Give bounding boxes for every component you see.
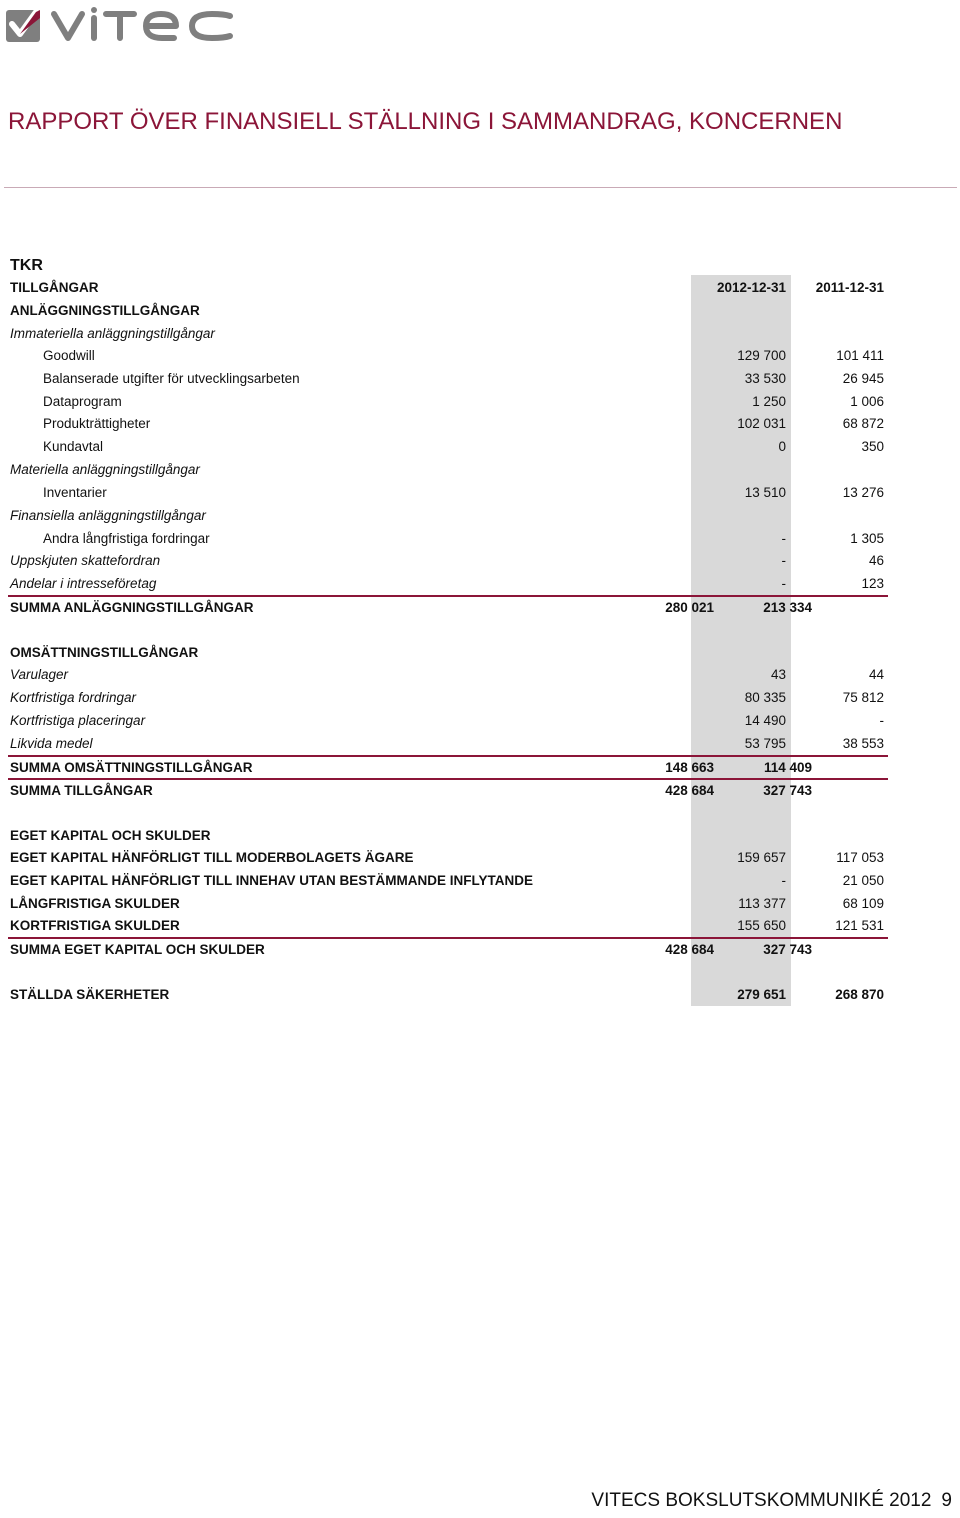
value-2011: 123 bbox=[861, 576, 884, 591]
value-2011: 44 bbox=[868, 667, 884, 682]
value-2011: 350 bbox=[861, 439, 884, 454]
value-2012: - bbox=[781, 576, 786, 591]
table-row bbox=[0, 528, 960, 550]
value-2012: 14 490 bbox=[744, 713, 786, 728]
value-2011: 101 411 bbox=[836, 348, 884, 363]
value-2011: 117 053 bbox=[836, 850, 884, 865]
row-label: Dataprogram bbox=[43, 394, 122, 409]
value-2011: 13 276 bbox=[842, 485, 884, 500]
value-2012: - bbox=[781, 553, 786, 568]
section-assets-label: TILLGÅNGAR bbox=[10, 280, 99, 295]
value-2011: 68 109 bbox=[842, 896, 884, 911]
page-footer bbox=[591, 1490, 952, 1512]
table-row bbox=[0, 482, 960, 504]
value-2012: 428 684 bbox=[665, 783, 714, 798]
value-2012: 80 335 bbox=[744, 690, 786, 705]
table-row bbox=[0, 391, 960, 413]
row-label: STÄLLDA SÄKERHETER bbox=[10, 987, 170, 1002]
table-row bbox=[0, 436, 960, 458]
row-label: Materiella anläggningstillgångar bbox=[10, 462, 200, 477]
row-label: KORTFRISTIGA SKULDER bbox=[10, 918, 180, 933]
value-2012: 13 510 bbox=[744, 485, 786, 500]
table-row bbox=[0, 345, 960, 367]
row-label: SUMMA ANLÄGGNINGSTILLGÅNGAR bbox=[10, 600, 254, 615]
value-2011: 114 409 bbox=[763, 760, 812, 775]
value-2011: 268 870 bbox=[835, 987, 884, 1002]
value-2011: 38 553 bbox=[842, 736, 884, 751]
row-label: Varulager bbox=[10, 667, 69, 682]
value-2012: 102 031 bbox=[737, 416, 786, 431]
row-label: LÅNGFRISTIGA SKULDER bbox=[10, 896, 180, 911]
row-label: Likvida medel bbox=[10, 736, 93, 751]
value-2011: - bbox=[879, 713, 884, 728]
table-row bbox=[0, 870, 960, 892]
row-label: EGET KAPITAL HÄNFÖRLIGT TILL MODERBOLAGETS ÄGARE bbox=[10, 850, 414, 865]
table-row bbox=[0, 368, 960, 390]
value-2011: 68 872 bbox=[842, 416, 884, 431]
table-row bbox=[0, 300, 960, 322]
table-row bbox=[0, 825, 960, 847]
table-row bbox=[0, 847, 960, 869]
value-2012: 1 250 bbox=[752, 394, 786, 409]
row-label: Goodwill bbox=[43, 348, 95, 363]
table-row bbox=[0, 642, 960, 664]
footer-title: VITECS BOKSLUTSKOMMUNIKÉ 2012 bbox=[591, 1490, 932, 1511]
vitec-logo bbox=[6, 4, 234, 44]
value-2012: 33 530 bbox=[744, 371, 786, 386]
row-label: Produkträttigheter bbox=[43, 416, 151, 431]
table-row bbox=[0, 687, 960, 709]
row-label: Kortfristiga fordringar bbox=[10, 690, 137, 705]
table-row bbox=[0, 573, 960, 595]
total-row bbox=[8, 937, 888, 961]
value-2012: 159 657 bbox=[737, 850, 786, 865]
value-2011: 327 743 bbox=[763, 783, 812, 798]
column-header-2012: 2012-12-31 bbox=[716, 280, 786, 295]
row-label: EGET KAPITAL HÄNFÖRLIGT TILL INNEHAV UTAN BESTÄMMANDE INFLYTANDE bbox=[10, 873, 533, 888]
row-label: Balanserade utgifter för utvecklingsarbeten bbox=[43, 371, 300, 386]
row-label: SUMMA TILLGÅNGAR bbox=[10, 783, 153, 798]
title-divider bbox=[4, 187, 957, 188]
value-2012: 280 021 bbox=[665, 600, 714, 615]
value-2011: 213 334 bbox=[763, 600, 812, 615]
table-row bbox=[0, 505, 960, 527]
value-2011: 26 945 bbox=[842, 371, 884, 386]
value-2011: 1 006 bbox=[850, 394, 884, 409]
page-title: RAPPORT ÖVER FINANSIELL STÄLLNING I SAMMANDRAG, KONCERNEN bbox=[8, 108, 843, 135]
value-2012: 53 795 bbox=[744, 736, 786, 751]
unit-label: TKR bbox=[10, 257, 43, 274]
row-label: Kundavtal bbox=[43, 439, 104, 454]
value-2012: 113 377 bbox=[738, 896, 786, 911]
subtotal-row bbox=[8, 595, 888, 619]
header-row bbox=[0, 277, 960, 299]
value-2011: 1 305 bbox=[850, 531, 884, 546]
value-2011: 46 bbox=[868, 553, 884, 568]
value-2012: 129 700 bbox=[737, 348, 786, 363]
row-label: Andelar i intresseföretag bbox=[10, 576, 157, 591]
value-2012: 428 684 bbox=[665, 942, 714, 957]
table-row bbox=[0, 733, 960, 755]
table-row bbox=[0, 710, 960, 732]
row-label: ANLÄGGNINGSTILLGÅNGAR bbox=[10, 303, 200, 318]
value-2012: 0 bbox=[778, 439, 786, 454]
table-row bbox=[0, 984, 960, 1006]
value-2011: 121 531 bbox=[835, 918, 884, 933]
vitec-wordmark bbox=[54, 7, 230, 38]
row-label: Kortfristiga placeringar bbox=[10, 713, 146, 728]
row-label: Uppskjuten skattefordran bbox=[10, 553, 161, 568]
value-2011: 75 812 bbox=[842, 690, 884, 705]
value-2012: - bbox=[781, 531, 786, 546]
vitec-mark-icon bbox=[6, 10, 40, 42]
value-2012: 279 651 bbox=[737, 987, 786, 1002]
table-row bbox=[0, 413, 960, 435]
table-row bbox=[0, 459, 960, 481]
page-number: 9 bbox=[941, 1490, 952, 1511]
value-2012: 148 663 bbox=[665, 760, 714, 775]
unit-row bbox=[0, 255, 960, 277]
row-label: SUMMA OMSÄTTNINGSTILLGÅNGAR bbox=[10, 760, 253, 775]
subtotal-row bbox=[8, 755, 888, 779]
row-label: EGET KAPITAL OCH SKULDER bbox=[10, 828, 211, 843]
row-label: SUMMA EGET KAPITAL OCH SKULDER bbox=[10, 942, 265, 957]
table-row bbox=[0, 915, 960, 937]
row-label: Immateriella anläggningstillgångar bbox=[10, 326, 215, 341]
row-label: Inventarier bbox=[43, 485, 107, 500]
row-label: Andra långfristiga fordringar bbox=[43, 531, 210, 546]
table-row bbox=[0, 664, 960, 686]
table-row bbox=[0, 323, 960, 345]
table-row bbox=[0, 550, 960, 572]
column-header-2011: 2011-12-31 bbox=[815, 280, 884, 295]
value-2012: 155 650 bbox=[737, 918, 786, 933]
value-2012: - bbox=[781, 873, 786, 888]
row-label: OMSÄTTNINGSTILLGÅNGAR bbox=[10, 645, 199, 660]
table-row bbox=[0, 893, 960, 915]
value-2011: 21 050 bbox=[842, 873, 884, 888]
total-row bbox=[8, 778, 888, 802]
row-label: Finansiella anläggningstillgångar bbox=[10, 508, 206, 523]
value-2011: 327 743 bbox=[763, 942, 812, 957]
value-2012: 43 bbox=[770, 667, 786, 682]
